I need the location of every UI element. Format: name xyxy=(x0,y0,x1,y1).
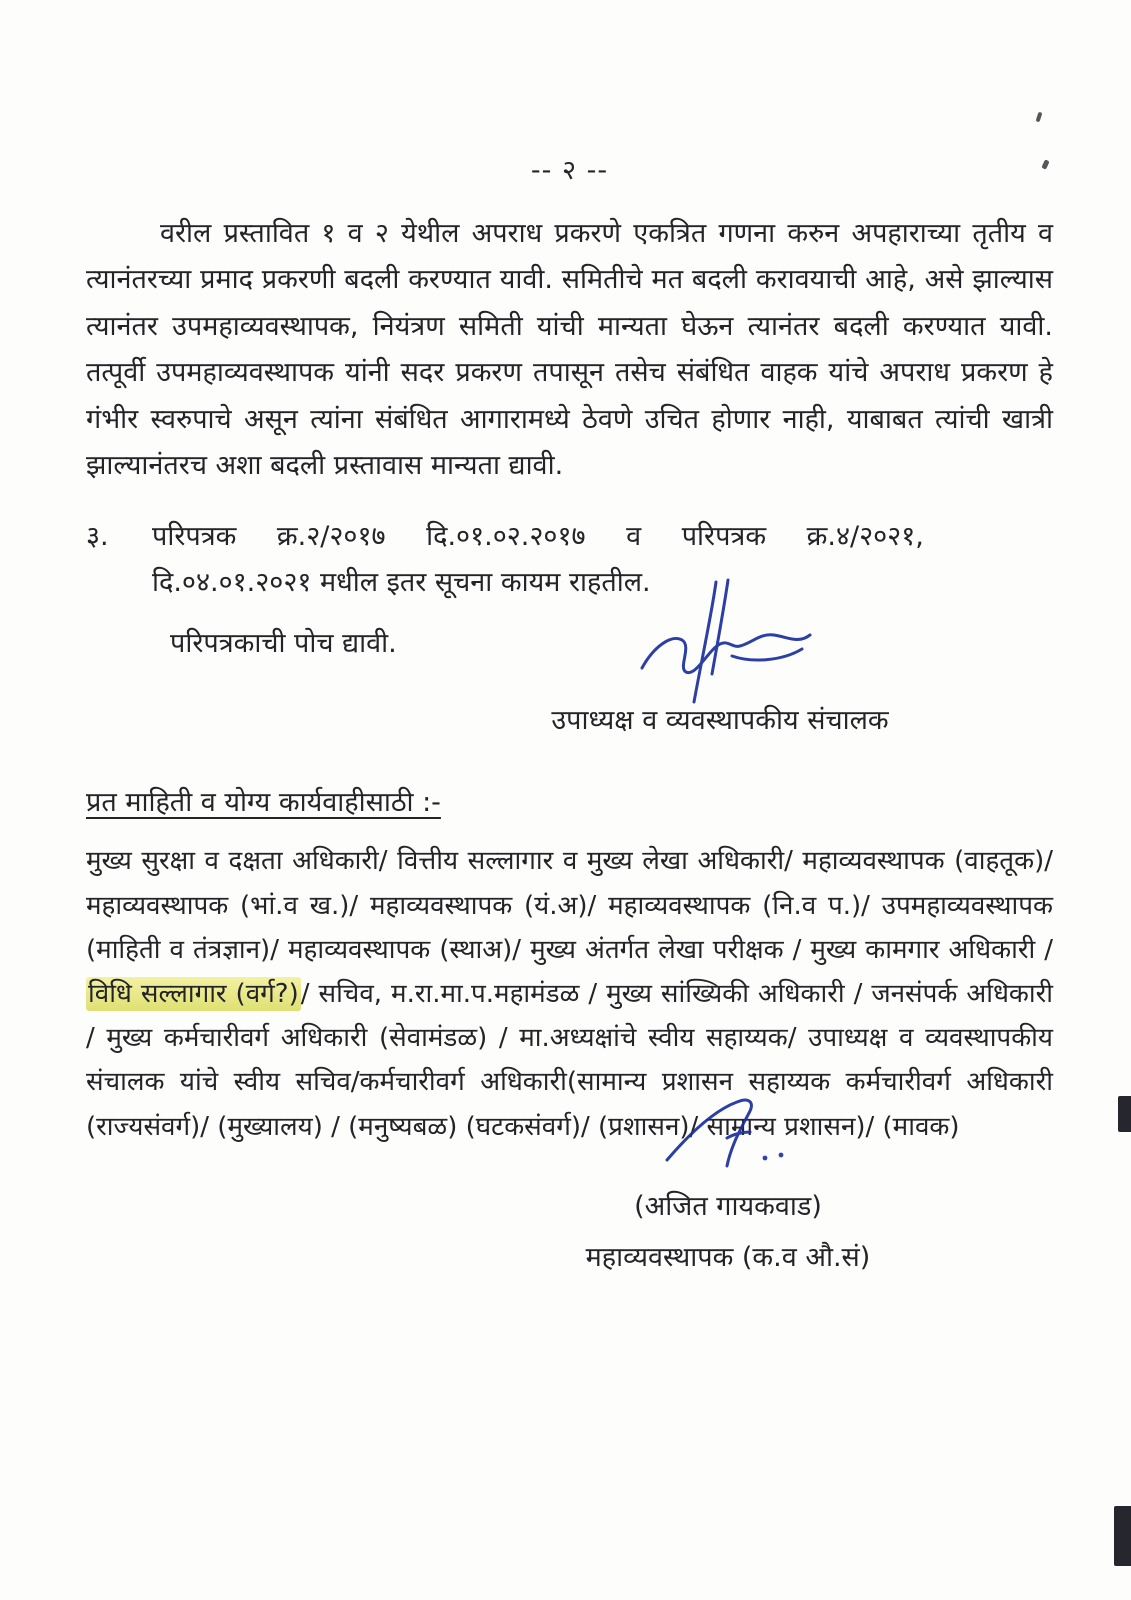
scan-artifact-right-edge-1 xyxy=(1118,1096,1131,1132)
list-item-3-line1: परिपत्रक क्र.२/२०१७ दि.०१.०२.२०१७ व परिपत्रक क्र.४/२०२१, xyxy=(152,520,924,552)
page-number: -- २ -- xyxy=(530,155,609,186)
scan-artifact-right-edge-2 xyxy=(1114,1506,1131,1566)
list-item-3-line2: दि.०४.०१.२०२१ मधील इतर सूचना कायम राहतील. xyxy=(152,567,651,599)
cc-list-highlighted: विधि सल्लागार (वर्ग?) xyxy=(88,978,299,1009)
signature-block-2 xyxy=(548,1096,908,1274)
scan-speck-top-right-1 xyxy=(1036,112,1043,123)
cc-list-before: मुख्य सुरक्षा व दक्षता अधिकारी/ वित्तीय सल्लागार व मुख्य लेखा अधिकारी/ महाव्यवस्थापक (वाहतूक)/ महाव्यवस्थापक (भां.व ख.)/ महाव्यवस्थापक (यं.अ)/ महाव्यवस्थापक (नि.व प.)/ उपमहाव्यवस्थापक (माहिती व तंत्रज्ञान)/ महाव्यवस्थापक (स्थाअ)/ मुख्य अंतर्गत लेखा परीक्षक / मुख्य कामगार अधिकारी / xyxy=(86,846,1053,965)
signature-scribble-1-icon xyxy=(620,578,820,708)
cc-list-after: / सचिव, म.रा.मा.प.महामंडळ / मुख्य सांख्यिकी अधिकारी / जनसंपर्क अधिकारी / मुख्य कर्मचारीवर्ग अधिकारी (सेवामंडळ) / मा.अध्यक्षांचे स्वीय सहाय्यक/ उपाध्यक्ष व व्यवस्थापकीय संचालक यांचे स्वीय सचिव/कर्मचारीवर्ग अधिकारी(सामान्य प्रशासन सहाय्यक कर्मचारीवर्ग अधिकारी (राज्यसंवर्ग)/ (मुख्यालय) / (मनुष्यबळ) (घटकसंवर्ग)/ (प्रशासन)/ सामान्य प्रशासन)/ (मावक) xyxy=(86,978,1054,1142)
signature-block-1 xyxy=(520,578,920,737)
signature-scribble-2-icon xyxy=(653,1096,803,1184)
signatory1-title: उपाध्यक्ष व व्यवस्थापकीय संचालक xyxy=(551,705,889,736)
body-paragraph: वरील प्रस्तावित १ व २ येथील अपराध प्रकरणे एकत्रित गणना करुन अपहाराच्या तृतीय व त्यानंतरच्या प्रमाद प्रकरणी बदली करण्यात यावी. समितीचे मत बदली करावयाची आहे, असे झाल्यास त्यानंतर उपमहाव्यवस्थापक, नियंत्रण समिती यांची मान्यता घेऊन त्यानंतर बदली करण्यात यावी. तत्पूर्वी उपमहाव्यवस्थापक यांनी सदर प्रकरण तपासून तसेच संबंधित वाहक यांचे अपराध प्रकरण हे गंभीर स्वरुपाचे असून त्यांना संबंधित आगारामध्ये ठेवणे उचित होणार नाही, याबाबत त्यांची खात्री झाल्यानंतरच अशा बदली प्रस्तावास मान्यता द्यावी. xyxy=(86,218,1053,482)
signatory2-title: महाव्यवस्थापक (क.व औ.सं) xyxy=(585,1242,871,1273)
signatory2-name: (अजित गायकवाड) xyxy=(634,1191,822,1222)
list-item-3-number: ३. xyxy=(86,520,109,552)
cc-heading: प्रत माहिती व योग्य कार्यवाहीसाठी :- xyxy=(86,787,441,819)
acknowledgement-line: परिपत्रकाची पोच द्यावी. xyxy=(170,627,397,659)
